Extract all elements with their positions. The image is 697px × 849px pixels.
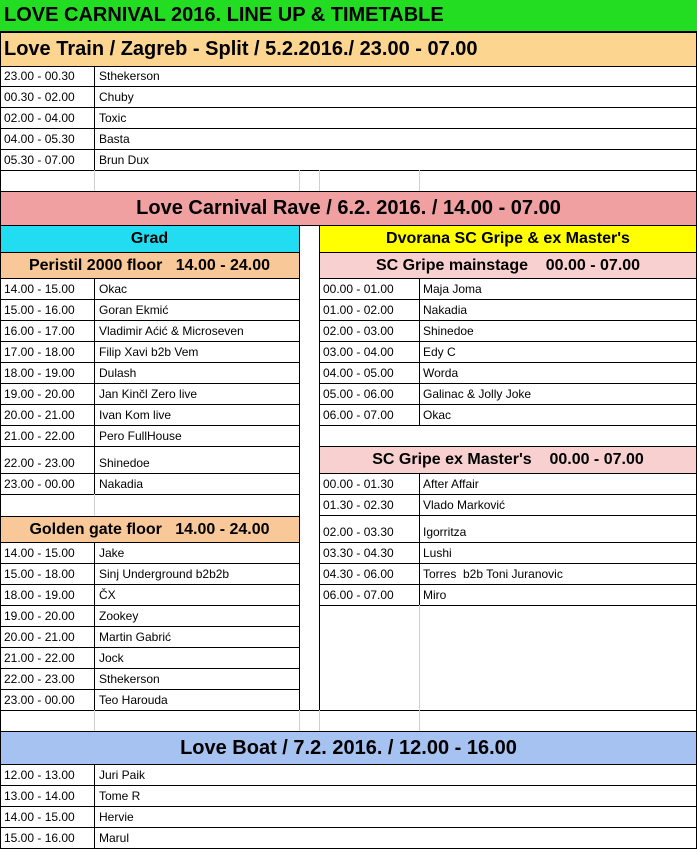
grid-line bbox=[319, 383, 697, 384]
grid-line bbox=[0, 149, 697, 150]
table-row: 00.00 - 01.30 bbox=[323, 477, 394, 491]
table-row: 23.00 - 00.00 bbox=[4, 693, 75, 707]
grid-line bbox=[0, 341, 299, 342]
table-row: Galinac & Jolly Joke bbox=[423, 387, 532, 401]
grid-line bbox=[94, 278, 95, 494]
table-row: Dulash bbox=[99, 366, 137, 380]
table-row: 03.30 - 04.30 bbox=[323, 546, 394, 560]
table-row: Ivan Kom live bbox=[99, 408, 172, 422]
grid-line bbox=[94, 494, 95, 516]
table-row: Vladimir Aćić & Microseven bbox=[99, 324, 244, 338]
table-row: 04.00 - 05.00 bbox=[323, 366, 394, 380]
table-row: Zookey bbox=[99, 609, 139, 623]
table-row: 02.00 - 03.30 bbox=[323, 525, 394, 539]
table-row: Miro bbox=[423, 588, 447, 602]
table-row: 06.00 - 07.00 bbox=[323, 408, 394, 422]
table-row: Okac bbox=[423, 408, 452, 422]
love-boat-header bbox=[0, 732, 697, 764]
table-row: 04.30 - 06.00 bbox=[323, 567, 394, 581]
table-row: Chuby bbox=[99, 90, 134, 104]
table-row: Basta bbox=[99, 132, 130, 146]
table-row: 19.00 - 20.00 bbox=[4, 609, 75, 623]
grid-line bbox=[319, 341, 697, 342]
table-row: Maja Joma bbox=[423, 282, 482, 296]
table-row: 17.00 - 18.00 bbox=[4, 345, 75, 359]
table-row: 16.00 - 17.00 bbox=[4, 324, 75, 338]
table-row: 20.00 - 21.00 bbox=[4, 630, 75, 644]
grid-line bbox=[94, 66, 95, 170]
grid-line bbox=[299, 170, 300, 191]
table-row: 15.00 - 16.00 bbox=[4, 831, 75, 845]
table-row: Pero FullHouse bbox=[99, 429, 182, 443]
grid-line bbox=[319, 473, 697, 474]
table-row: Shinedoe bbox=[423, 324, 474, 338]
grid-line bbox=[0, 299, 299, 300]
table-row: 14.00 - 15.00 bbox=[4, 282, 75, 296]
grid-line bbox=[319, 320, 697, 321]
grid-line bbox=[0, 362, 299, 363]
table-row: Goran Ekmić bbox=[99, 303, 169, 317]
table-row: Marul bbox=[99, 831, 130, 845]
table-row: 01.30 - 02.30 bbox=[323, 498, 394, 512]
grid-line bbox=[94, 764, 95, 848]
grid-line bbox=[0, 764, 697, 765]
table-row: After Affair bbox=[423, 477, 479, 491]
grid-line bbox=[0, 584, 299, 585]
grid-line bbox=[0, 191, 697, 192]
grid-line bbox=[419, 473, 420, 605]
table-row: 13.00 - 14.00 bbox=[4, 789, 75, 803]
table-row: Tome R bbox=[99, 789, 141, 803]
table-row: Martin Gabrić bbox=[99, 630, 172, 644]
grid-line bbox=[0, 668, 299, 669]
table-row: Toxic bbox=[99, 111, 127, 125]
grid-line bbox=[319, 563, 697, 564]
grid-line bbox=[319, 362, 697, 363]
grid-line bbox=[0, 563, 299, 564]
table-row: Jake bbox=[99, 546, 125, 560]
grid-line bbox=[299, 710, 300, 731]
table-row: Lushi bbox=[423, 546, 452, 560]
table-row: 18.00 - 19.00 bbox=[4, 366, 75, 380]
grid-line bbox=[0, 170, 697, 171]
table-row: 21.00 - 22.00 bbox=[4, 429, 75, 443]
table-row: Vlado Marković bbox=[423, 498, 506, 512]
golden-gate-floor-header bbox=[0, 517, 299, 542]
table-row: 23.00 - 00.00 bbox=[4, 477, 75, 491]
table-row: 02.00 - 03.00 bbox=[323, 324, 394, 338]
peristil-floor-header bbox=[0, 253, 299, 278]
love-train-header-text: Love Train / Zagreb - Split / 5.2.2016./ 23.00 - 07.00 bbox=[4, 38, 478, 60]
table-row: Jan Kinčl Zero live bbox=[99, 387, 198, 401]
grid-line bbox=[419, 605, 420, 710]
grid-line bbox=[0, 404, 299, 405]
grid-line bbox=[0, 473, 299, 474]
mainstage-header bbox=[319, 253, 697, 278]
timetable-title-text: LOVE CARNIVAL 2016. LINE UP & TIMETABLE bbox=[4, 4, 444, 26]
mainstage-header-text: SC Gripe mainstage 00.00 - 07.00 bbox=[375, 256, 641, 274]
dvorana-header-text: Dvorana SC Gripe & ex Master's bbox=[386, 230, 630, 247]
grid-line bbox=[419, 710, 420, 731]
grid-line bbox=[0, 32, 697, 33]
timetable-title bbox=[0, 0, 697, 31]
grid-line bbox=[0, 425, 299, 426]
grid-line bbox=[0, 605, 299, 606]
exmasters-header bbox=[319, 447, 697, 473]
golden-gate-floor-header-text: Golden gate floor 14.00 - 24.00 bbox=[29, 520, 270, 538]
grid-line bbox=[319, 515, 697, 516]
grid-line bbox=[0, 785, 697, 786]
table-row: 15.00 - 18.00 bbox=[4, 567, 75, 581]
love-train-header bbox=[0, 33, 697, 66]
grid-line bbox=[0, 383, 299, 384]
peristil-floor-header-text: Peristil 2000 floor 14.00 - 24.00 bbox=[28, 256, 271, 274]
table-row: 05.30 - 07.00 bbox=[4, 153, 75, 167]
grid-line bbox=[0, 542, 299, 543]
grid-line bbox=[0, 494, 299, 495]
table-row: 15.00 - 16.00 bbox=[4, 303, 75, 317]
table-row: 22.00 - 23.00 bbox=[4, 672, 75, 686]
grid-line bbox=[319, 299, 697, 300]
table-row: Sthekerson bbox=[99, 672, 160, 686]
table-row: Hervie bbox=[99, 810, 134, 824]
grid-line bbox=[299, 225, 300, 710]
table-row: Jock bbox=[99, 651, 124, 665]
table-row: 23.00 - 00.30 bbox=[4, 69, 75, 83]
love-boat-header-text: Love Boat / 7.2. 2016. / 12.00 - 16.00 bbox=[180, 736, 517, 759]
grid-line bbox=[0, 66, 697, 67]
table-row: 00.30 - 02.00 bbox=[4, 90, 75, 104]
love-carnival-rave-header-text: Love Carnival Rave / 6.2. 2016. / 14.00 - 07.00 bbox=[136, 197, 561, 219]
table-row: Juri Paik bbox=[99, 768, 146, 782]
grid-line bbox=[0, 710, 697, 711]
grid-line bbox=[0, 128, 697, 129]
grid-line bbox=[0, 107, 697, 108]
table-row: 12.00 - 13.00 bbox=[4, 768, 75, 782]
table-row: ČX bbox=[99, 588, 116, 602]
grid-line bbox=[319, 605, 697, 606]
grid-line bbox=[0, 320, 299, 321]
grid-line bbox=[0, 689, 299, 690]
table-row: Worda bbox=[423, 366, 459, 380]
table-row: Nakadia bbox=[99, 477, 144, 491]
table-row: Sinj Underground b2b2b bbox=[99, 567, 230, 581]
table-row: 05.00 - 06.00 bbox=[323, 387, 394, 401]
table-row: 18.00 - 19.00 bbox=[4, 588, 75, 602]
grid-line bbox=[319, 584, 697, 585]
table-row: 22.00 - 23.00 bbox=[4, 456, 75, 470]
table-row: 19.00 - 20.00 bbox=[4, 387, 75, 401]
grid-line bbox=[0, 806, 697, 807]
table-row: Brun Dux bbox=[99, 153, 150, 167]
table-row: 06.00 - 07.00 bbox=[323, 588, 394, 602]
grad-header-text: Grad bbox=[130, 230, 169, 247]
table-row: 00.00 - 01.00 bbox=[323, 282, 394, 296]
table-row: Nakadia bbox=[423, 303, 468, 317]
grid-line bbox=[0, 86, 697, 87]
grid-line bbox=[319, 404, 697, 405]
grid-line bbox=[419, 278, 420, 425]
grid-line bbox=[0, 225, 697, 226]
exmasters-header-text: SC Gripe ex Master's 00.00 - 07.00 bbox=[372, 451, 644, 468]
dvorana-header bbox=[319, 226, 697, 252]
table-row: 14.00 - 15.00 bbox=[4, 810, 75, 824]
grid-line bbox=[0, 31, 1, 849]
grid-line bbox=[319, 494, 697, 495]
grid-line bbox=[94, 170, 95, 191]
grid-line bbox=[0, 647, 299, 648]
table-row: Edy C bbox=[423, 345, 456, 359]
grid-line bbox=[0, 516, 299, 517]
table-row: Okac bbox=[99, 282, 128, 296]
grid-line bbox=[319, 225, 320, 710]
grid-line bbox=[0, 278, 299, 279]
grid-line bbox=[319, 170, 320, 191]
grid-line bbox=[419, 170, 420, 191]
grid-line bbox=[0, 827, 697, 828]
grid-line bbox=[319, 446, 697, 447]
grid-line bbox=[319, 710, 320, 731]
grid-line bbox=[319, 542, 697, 543]
grid-line bbox=[0, 626, 299, 627]
grad-header bbox=[0, 226, 299, 252]
grid-line bbox=[319, 252, 697, 253]
grid-line bbox=[94, 542, 95, 710]
table-row: 21.00 - 22.00 bbox=[4, 651, 75, 665]
table-row: 20.00 - 21.00 bbox=[4, 408, 75, 422]
grid-line bbox=[0, 731, 697, 732]
table-row: Filip Xavi b2b Vem bbox=[99, 345, 199, 359]
grid-line bbox=[94, 710, 95, 731]
grid-line bbox=[0, 252, 299, 253]
grid-line bbox=[319, 278, 697, 279]
table-row: 02.00 - 04.00 bbox=[4, 111, 75, 125]
table-row: 03.00 - 04.00 bbox=[323, 345, 394, 359]
table-row: Igorritza bbox=[423, 525, 467, 539]
table-row: Teo Harouda bbox=[99, 693, 168, 707]
grid-line bbox=[319, 425, 697, 426]
table-row: Torres b2b Toni Juranovic bbox=[423, 567, 563, 581]
table-row: 04.00 - 05.30 bbox=[4, 132, 75, 146]
grid-line bbox=[0, 446, 299, 447]
table-row: Shinedoe bbox=[99, 456, 150, 470]
table-row: 01.00 - 02.00 bbox=[323, 303, 394, 317]
table-row: Sthekerson bbox=[99, 69, 160, 83]
table-row: 14.00 - 15.00 bbox=[4, 546, 75, 560]
love-carnival-rave-header bbox=[0, 192, 697, 225]
